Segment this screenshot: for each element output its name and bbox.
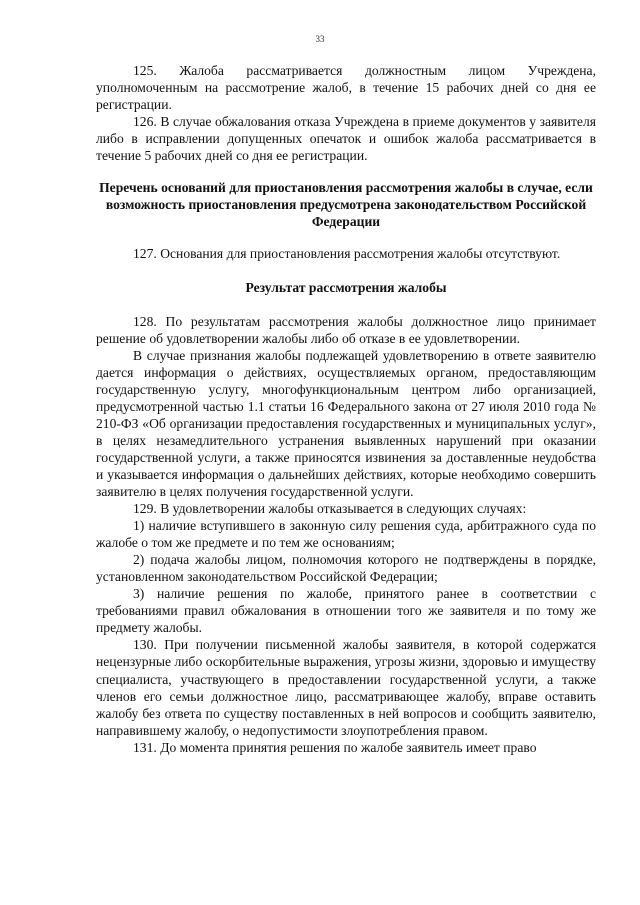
paragraph-131: 131. До момента принятия решения по жалобе заявитель имеет право — [133, 739, 537, 755]
paragraph-129: 129. В удовлетворении жалобы отказывается в следующих случаях: — [133, 501, 527, 517]
section-heading-complaint-result: Результат рассмотрения жалобы — [245, 280, 447, 296]
spacer — [96, 262, 596, 279]
document-body — [96, 62, 596, 756]
paragraph-127: 127. Основания для приостановления рассмотрения жалобы отсутствуют. — [133, 246, 561, 262]
spacer — [96, 297, 596, 313]
spacer — [96, 230, 596, 245]
paragraph-130: 130. При получении письменной жалобы заявителя, в которой содержатся нецензурные либо оскорбительные выражения, угрозы жизни, здоровью и имуществу специалиста, участвующего в предоставлении государственной услуги, а также членов его семьи должностное лицо, рассматривающее жалобу, вправе оставить жалобу без ответа по существу поставленных в ней вопросов и сообщить заявителю, направившему жалобу, о недопустимости злоупотребления правом. — [96, 637, 596, 738]
section-heading-suspension-grounds: Перечень оснований для приостановления рассмотрения жалобы в случае, если возможность приостановления предусмотрена законодательством Российской Федерации — [99, 180, 593, 230]
paragraph-126: 126. В случае обжалования отказа Учреждена в приеме документов у заявителя либо в исправлении допущенных опечаток и ошибок жалоба рассматривается в течение 5 рабочих дней со дня ее регистрации. — [96, 114, 596, 164]
paragraph-125: 125. Жалоба рассматривается должностным лицом Учреждена, уполномоченным на рассмотрение жалоб, в течение 15 рабочих дней со дня ее регистрации. — [96, 63, 596, 113]
paragraph-128: 128. По результатам рассмотрения жалобы должностное лицо принимает решение об удовлетворении жалобы либо об отказе в ее удовлетворении. — [96, 313, 596, 346]
page-number: 33 — [315, 34, 325, 44]
list-item-129-1: 1) наличие вступившего в законную силу решения суда, арбитражного суда по жалобе о том же предмете и по тем же основаниям; — [96, 518, 596, 551]
spacer — [96, 164, 596, 179]
list-item-129-3: 3) наличие решения по жалобе, принятого ранее в соответствии с требованиями правил обжалования в отношении того же заявителя и по тому же предмету жалобы. — [96, 586, 596, 636]
list-item-129-2: 2) подача жалобы лицом, полномочия которого не подтверждены в порядке, установленном законодательством Российской Федерации; — [96, 552, 596, 585]
paragraph-128-satisfaction: В случае признания жалобы подлежащей удовлетворению в ответе заявителю дается информация о действиях, осуществляемых органом, предоставляющим государственную услугу, многофункциональным центром либо организацией, предусмотренной частью 1.1 статьи 16 Федерального закона от 27 июля 2010 года № 210-ФЗ «Об организации предоставления государственных и муниципальных услуг», в целях незамедлительного устранения выявленных нарушений при оказании государственной услуги, а также приносятся извинения за доставленные неудобства и указывается информация о дальнейших действиях, которые необходимо совершить заявителю в целях получения государственной услуги. — [96, 347, 596, 499]
